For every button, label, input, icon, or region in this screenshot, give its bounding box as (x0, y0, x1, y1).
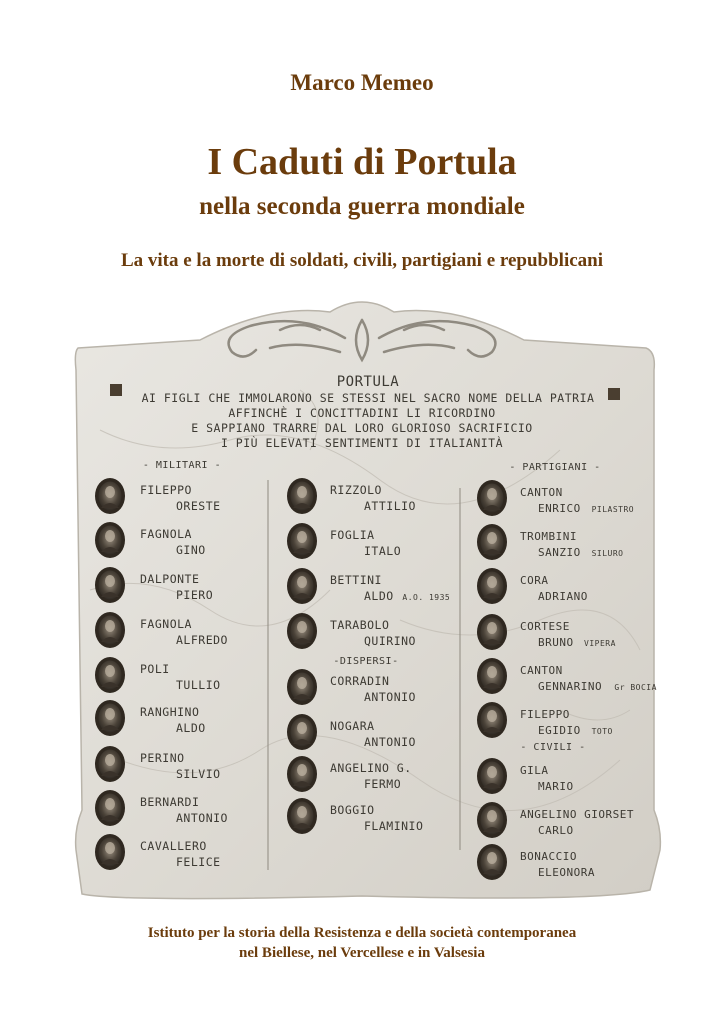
publisher-line: Istituto per la storia della Resistenza e della società contemporanea (147, 925, 577, 941)
fallen-surname: BETTINI (330, 573, 382, 587)
fallen-surname: NOGARA (330, 719, 375, 733)
fallen-first-name: ALDO (364, 589, 394, 603)
section-label-civili: - CIVILI - (520, 742, 586, 753)
fallen-first-name: ADRIANO (538, 590, 588, 603)
fallen-surname: BERNARDI (140, 795, 200, 809)
fallen-surname: ANGELINO G. (330, 761, 412, 775)
portrait-photo (287, 669, 317, 705)
portrait-photo (477, 802, 507, 838)
portrait-photo (95, 478, 125, 514)
fallen-note: TOTO (591, 727, 613, 736)
section-label-militari: - MILITARI - (142, 460, 222, 471)
plaque-heading: PORTULA (336, 374, 400, 390)
fallen-first-name: BRUNO (538, 636, 574, 649)
author-name: Marco Memeo (290, 70, 434, 95)
fallen-surname: BOGGIO (330, 803, 375, 817)
portrait-photo (287, 756, 317, 792)
fallen-first-name: ORESTE (176, 499, 221, 513)
fallen-note: SILURO (591, 549, 624, 558)
fallen-note: VIPERA (584, 639, 616, 648)
fallen-surname: RIZZOLO (330, 483, 382, 497)
fallen-surname: DALPONTE (140, 572, 200, 586)
plaque-dedication-line: I PIÙ ELEVATI SENTIMENTI DI ITALIANITÀ (220, 436, 504, 450)
fallen-first-name: FERMO (364, 777, 402, 791)
portrait-photo (287, 798, 317, 834)
book-tagline: La vita e la morte di soldati, civili, partigiani e repubblicani (120, 250, 604, 271)
fallen-first-name: SILVIO (176, 767, 221, 781)
fallen-surname: FAGNOLA (140, 617, 192, 631)
portrait-photo (95, 522, 125, 558)
fallen-first-name: ITALO (364, 544, 402, 558)
fallen-surname: BONACCIO (520, 850, 577, 863)
fallen-first-name: GENNARINO (538, 680, 603, 693)
plaque-dedication-line: AI FIGLI CHE IMMOLARONO SE STESSI NEL SACRO NOME DELLA PATRIA (141, 391, 595, 405)
portrait-photo (477, 614, 507, 650)
portrait-photo (95, 834, 125, 870)
fallen-surname: CORRADIN (330, 674, 390, 688)
fallen-surname: FOGLIA (330, 528, 375, 542)
section-label-partigiani: - PARTIGIANI - (509, 462, 601, 473)
portrait-photo (287, 613, 317, 649)
fallen-first-name: SANZIO (538, 546, 581, 559)
fallen-surname: PERINO (140, 751, 185, 765)
portrait-photo (287, 478, 317, 514)
fallen-surname: CANTON (520, 486, 563, 499)
plaque-bolt-right (608, 388, 620, 400)
plaque-dedication-line: E SAPPIANO TRARRE DAL LORO GLORIOSO SACRIFICIO (191, 421, 533, 435)
fallen-surname: FILEPPO (520, 708, 570, 721)
fallen-first-name: PIERO (176, 588, 214, 602)
fallen-surname: GILA (520, 764, 549, 777)
fallen-note: Gr BOCIA (614, 683, 657, 692)
fallen-first-name: ANTONIO (364, 690, 416, 704)
fallen-surname: ANGELINO GIORSET (520, 808, 634, 821)
memorial-plaque-photo (0, 290, 724, 910)
fallen-first-name: ANTONIO (176, 811, 228, 825)
book-title: I Caduti di Portula (207, 141, 517, 183)
portrait-photo (95, 612, 125, 648)
fallen-surname: CAVALLERO (140, 839, 207, 853)
portrait-photo (95, 746, 125, 782)
fallen-first-name: GINO (176, 543, 206, 557)
fallen-first-name: ANTONIO (364, 735, 416, 749)
portrait-photo (95, 790, 125, 826)
fallen-surname: CORTESE (520, 620, 570, 633)
plaque-bolt-left (110, 384, 122, 396)
portrait-photo (477, 480, 507, 516)
portrait-photo (477, 758, 507, 794)
portrait-photo (477, 844, 507, 880)
fallen-surname: FAGNOLA (140, 527, 192, 541)
fallen-note: A.O. 1935 (402, 593, 451, 602)
fallen-first-name: FELICE (176, 855, 221, 869)
portrait-photo (95, 700, 125, 736)
portrait-photo (477, 524, 507, 560)
fallen-first-name: FLAMINIO (364, 819, 424, 833)
plaque-dedication-line: AFFINCHÈ I CONCITTADINI LI RICORDINO (228, 406, 496, 420)
publisher-block (0, 923, 724, 963)
fallen-first-name: TULLIO (176, 678, 221, 692)
fallen-surname: POLI (140, 662, 170, 676)
portrait-photo (477, 658, 507, 694)
fallen-first-name: CARLO (538, 824, 574, 837)
fallen-surname: RANGHINO (140, 705, 200, 719)
fallen-first-name: ELEONORA (538, 866, 595, 879)
portrait-photo (477, 702, 507, 738)
fallen-first-name: ATTILIO (364, 499, 416, 513)
fallen-first-name: ENRICO (538, 502, 581, 515)
portrait-photo (287, 523, 317, 559)
fallen-surname: FILEPPO (140, 483, 192, 497)
fallen-surname: TROMBINI (520, 530, 577, 543)
book-subtitle: nella seconda guerra mondiale (199, 193, 525, 220)
fallen-first-name: ALDO (176, 721, 206, 735)
fallen-first-name: ALFREDO (176, 633, 228, 647)
portrait-photo (95, 567, 125, 603)
fallen-surname: CORA (520, 574, 549, 587)
fallen-first-name: EGIDIO (538, 724, 581, 737)
portrait-photo (287, 568, 317, 604)
portrait-photo (95, 657, 125, 693)
fallen-first-name: MARIO (538, 780, 574, 793)
publisher-line: nel Biellese, nel Vercellese e in Valsesia (239, 945, 485, 961)
portrait-photo (477, 568, 507, 604)
fallen-note: PILASTRO (591, 505, 635, 514)
portrait-photo (287, 714, 317, 750)
fallen-first-name: QUIRINO (364, 634, 416, 648)
fallen-surname: TARABOLO (330, 618, 390, 632)
section-label-dispersi: -DISPERSI- (333, 656, 399, 667)
fallen-surname: CANTON (520, 664, 563, 677)
